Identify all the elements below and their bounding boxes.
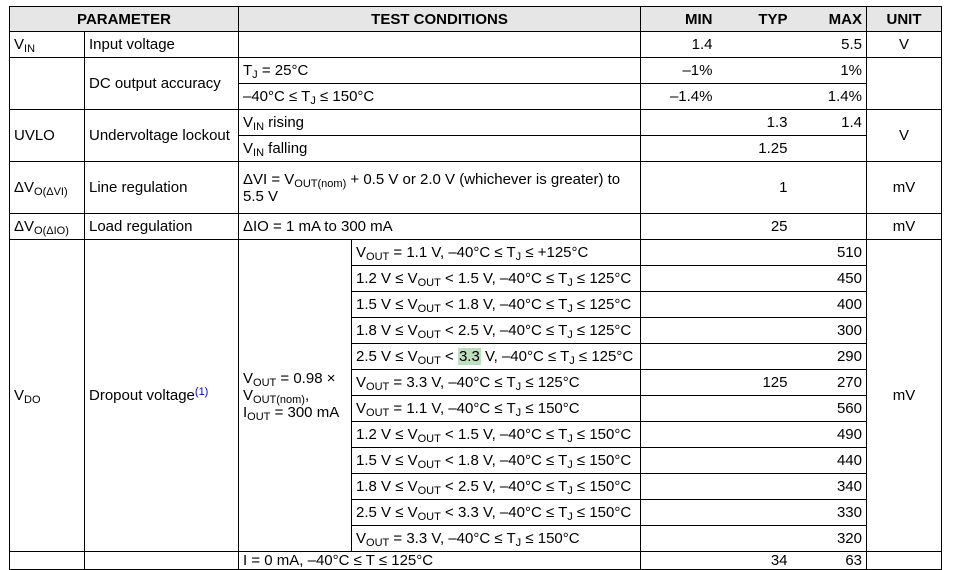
unit-value: mV — [867, 240, 942, 552]
min-value — [641, 422, 717, 448]
parameter-name: Undervoltage lockout — [85, 110, 239, 162]
unit-value — [867, 58, 942, 110]
max-value: 270 — [792, 370, 867, 396]
min-value: –1.4% — [641, 84, 717, 110]
test-condition: $V_{OUT} = 1.1$ V, $-40^\circ C \le T_J \le 150^\circ C$ — [352, 396, 641, 422]
test-condition: $\Delta VI = V_{OUT(nom)} + 0.5$ V or 2.0 V (whichever is greater) to 5.5 V — [239, 162, 641, 214]
header-parameter: PARAMETER — [10, 7, 239, 32]
header-typ: TYP — [717, 7, 792, 32]
parameter-name: Input voltage — [85, 32, 239, 58]
test-condition: 1.5 $V \le V_{OUT} < 1.8$ V, $-40^\circ C \le T_J \le 125^\circ C$ — [352, 292, 641, 318]
min-value — [641, 292, 717, 318]
typ-value: 125 — [717, 370, 792, 396]
electrical-characteristics-table — [9, 6, 942, 570]
typ-value: 1.25 — [717, 136, 792, 162]
header-max: MAX — [792, 7, 867, 32]
typ-value: 34 — [717, 552, 792, 570]
max-value: 440 — [792, 448, 867, 474]
unit-value: V — [867, 110, 942, 162]
typ-value — [717, 266, 792, 292]
header-row — [10, 7, 942, 32]
min-value — [641, 552, 717, 570]
min-value — [641, 136, 717, 162]
symbol-cell — [10, 58, 85, 110]
header-unit: UNIT — [867, 7, 942, 32]
test-condition: $V_{OUT} = 1.1$ V, $-40^\circ C \le T_J \le +125^\circ C$ — [352, 240, 641, 266]
table-row — [10, 162, 942, 214]
test-condition: $V_{IN}$ falling — [239, 136, 641, 162]
parameter-name — [85, 552, 239, 570]
unit-value: V — [867, 32, 942, 58]
test-condition: 1.2 $V \le V_{OUT} < 1.5$ V, $-40^\circ C \le T_J \le 125^\circ C$ — [352, 266, 641, 292]
parameter-name: Dropout voltage$^{(1)}$ — [85, 240, 239, 552]
min-value — [641, 526, 717, 552]
table-row — [10, 552, 942, 570]
symbol-cell: $\Delta V_{O(\Delta VI)}$ — [10, 162, 85, 214]
typ-value — [717, 58, 792, 84]
min-value — [641, 214, 717, 240]
test-condition: 1.8 $V \le V_{OUT} < 2.5$ V, $-40^\circ C \le T_J \le 125^\circ C$ — [352, 318, 641, 344]
max-value — [792, 214, 867, 240]
min-value — [641, 344, 717, 370]
test-condition: $T_J = 25^\circ C$ — [239, 58, 641, 84]
test-condition — [239, 32, 641, 58]
max-value: 290 — [792, 344, 867, 370]
highlighted-text: 3.3 — [458, 348, 480, 365]
min-value — [641, 162, 717, 214]
typ-value — [717, 240, 792, 266]
test-condition: 1.5 $V \le V_{OUT} < 1.8$ V, $-40^\circ C \le T_J \le 150^\circ C$ — [352, 448, 641, 474]
test-condition: 1.8 $V \le V_{OUT} < 2.5$ V, $-40^\circ C \le T_J \le 150^\circ C$ — [352, 474, 641, 500]
max-value: 400 — [792, 292, 867, 318]
min-value — [641, 266, 717, 292]
typ-value — [717, 318, 792, 344]
symbol-cell: $\Delta V_{O(\Delta IO)}$ — [10, 214, 85, 240]
test-condition: $V_{IN}$ rising — [239, 110, 641, 136]
typ-value — [717, 422, 792, 448]
typ-value — [717, 292, 792, 318]
max-value: 320 — [792, 526, 867, 552]
max-value: 300 — [792, 318, 867, 344]
min-value — [641, 240, 717, 266]
dropout-common-condition: $V_{OUT} = 0.98$ × $V_{OUT(nom)}$, $I_{OUT} = 300$ mA — [239, 240, 352, 552]
typ-value — [717, 500, 792, 526]
max-value — [792, 162, 867, 214]
table-row — [10, 58, 942, 84]
typ-value — [717, 84, 792, 110]
typ-value — [717, 448, 792, 474]
symbol-cell: $V_{IN}$ — [10, 32, 85, 58]
max-value: 1% — [792, 58, 867, 84]
test-condition: I = 0 mA, –40°C ≤ T ≤ 125°C — [239, 552, 641, 570]
typ-value: 1 — [717, 162, 792, 214]
min-value — [641, 474, 717, 500]
typ-value — [717, 526, 792, 552]
test-condition: $V_{OUT} = 3.3$ V, $-40^\circ C \le T_J \le 150^\circ C$ — [352, 526, 641, 552]
min-value — [641, 318, 717, 344]
test-condition: 2.5 $V \le V_{OUT} < 3.3$ V, $-40^\circ C \le T_J \le 125^\circ C$ — [352, 344, 641, 370]
typ-value — [717, 32, 792, 58]
min-value: 1.4 — [641, 32, 717, 58]
unit-value — [867, 552, 942, 570]
max-value: 510 — [792, 240, 867, 266]
max-value: 63 — [792, 552, 867, 570]
typ-value: 1.3 — [717, 110, 792, 136]
typ-value — [717, 474, 792, 500]
test-condition: 2.5 $V \le V_{OUT} < 3.3$ V, $-40^\circ C \le T_J \le 150^\circ C$ — [352, 500, 641, 526]
table-row — [10, 110, 942, 136]
parameter-name: Load regulation — [85, 214, 239, 240]
symbol-cell — [10, 552, 85, 570]
unit-value: mV — [867, 214, 942, 240]
max-value: 560 — [792, 396, 867, 422]
unit-value: mV — [867, 162, 942, 214]
typ-value: 25 — [717, 214, 792, 240]
max-value: 450 — [792, 266, 867, 292]
test-condition: ΔIO = 1 mA to 300 mA — [239, 214, 641, 240]
min-value — [641, 110, 717, 136]
parameter-name: Line regulation — [85, 162, 239, 214]
test-condition: $V_{OUT} = 3.3$ V, $-40^\circ C \le T_J \le 125^\circ C$ — [352, 370, 641, 396]
typ-value — [717, 344, 792, 370]
min-value — [641, 396, 717, 422]
test-condition: 1.2 $V \le V_{OUT} < 1.5$ V, $-40^\circ C \le T_J \le 150^\circ C$ — [352, 422, 641, 448]
table-row — [10, 214, 942, 240]
header-test-conditions: TEST CONDITIONS — [239, 7, 641, 32]
max-value: 490 — [792, 422, 867, 448]
typ-value — [717, 396, 792, 422]
table-row — [10, 240, 942, 266]
min-value: –1% — [641, 58, 717, 84]
header-min: MIN — [641, 7, 717, 32]
max-value: 1.4 — [792, 110, 867, 136]
max-value: 330 — [792, 500, 867, 526]
min-value — [641, 370, 717, 396]
max-value: 1.4% — [792, 84, 867, 110]
max-value: 5.5 — [792, 32, 867, 58]
max-value: 340 — [792, 474, 867, 500]
parameter-name: DC output accuracy — [85, 58, 239, 110]
test-condition: $-40^\circ C \le T_J \le 150^\circ C$ — [239, 84, 641, 110]
min-value — [641, 500, 717, 526]
footnote-link[interactable]: (1) — [194, 386, 209, 398]
min-value — [641, 448, 717, 474]
symbol-cell: $V_{DO}$ — [10, 240, 85, 552]
table-row — [10, 32, 942, 58]
max-value — [792, 136, 867, 162]
symbol-cell: UVLO — [10, 110, 85, 162]
